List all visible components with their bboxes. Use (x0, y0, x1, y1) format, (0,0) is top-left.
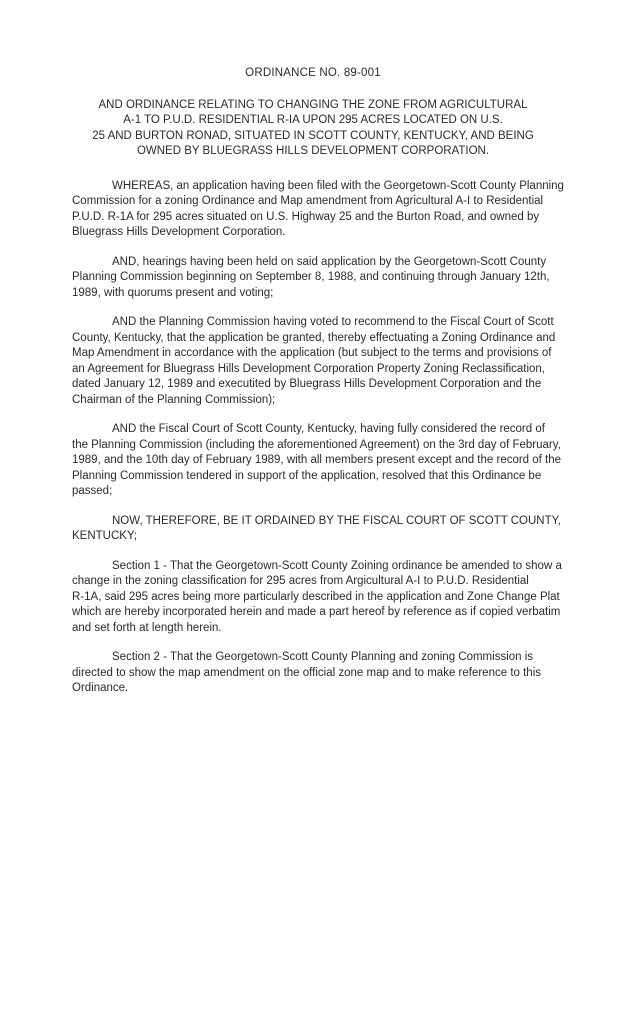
text-line: Ordinance. (72, 682, 129, 694)
text-line: Planning Commission beginning on September 8, 1988, and continuing through January 12th, (72, 271, 550, 283)
text-line: Planning Commission tendered in support of the application, resolved that this Ordinance be (72, 469, 542, 482)
text-line: 1989, and the 10th day of February 1989, with all members present except and the record of the (72, 454, 562, 466)
text-line: AND, hearings having been held on said application by the Georgetown-Scott County (112, 255, 547, 268)
text-line: change in the zoning classification for 295 acres from Argicultural A-I to P.U.D. Residential (72, 575, 529, 587)
paragraph-planning-commission-vote (72, 315, 554, 408)
text-line: AND the Fiscal Court of Scott County, Kentucky, having fully considered the record of (112, 423, 545, 435)
text-line: Map Amendment in accordance with the application (but subject to the terms and provisions of (72, 347, 552, 359)
text-line: AND ORDINANCE RELATING TO CHANGING THE ZONE FROM AGRICULTURAL (98, 98, 528, 111)
ordinance-number-title: ORDINANCE NO. 89-001 (245, 67, 381, 79)
text-line: which are hereby incorporated herein and made a part hereof by reference as if copied verbatim (72, 606, 561, 618)
text-line: Section 1 - That the Georgetown-Scott County Zoining ordinance be amended to show a (112, 559, 562, 572)
paragraph-and-hearings (72, 255, 554, 302)
text-line: R-1A, said 295 acres being more particularly described in the application and Zone Change Plat (72, 590, 560, 603)
paragraph-now-therefore (72, 514, 561, 545)
paragraph-section-1 (72, 559, 562, 637)
text-line: Bluegrass Hills Development Corporation. (72, 226, 286, 238)
text-line: WHEREAS, an application having been filed with the Georgetown-Scott County Planning (112, 179, 564, 192)
text-line: dated January 12, 1989 and executited by Bluegrass Hills Development Corporation and the (72, 378, 542, 390)
text-line: 25 AND BURTON RONAD, SITUATED IN SCOTT COUNTY, KENTUCKY, AND BEING (92, 129, 534, 142)
text-line: County, Kentucky, that the application be granted, thereby effectuating a Zoning Ordinance and (72, 331, 556, 344)
paragraph-fiscal-court-record (72, 422, 562, 500)
text-line: Commission for a zoning Ordinance and Map amendment from Agricultural A-I to Residential (72, 195, 544, 207)
text-line: Chairman of the Planning Commission); (72, 393, 276, 406)
paragraph-whereas-application (72, 179, 564, 241)
text-line: NOW, THEREFORE, BE IT ORDAINED BY THE FISCAL COURT OF SCOTT COUNTY, (112, 514, 561, 527)
text-line: and set forth at length herein. (72, 621, 222, 634)
text-line: KENTUCKY; (72, 530, 138, 542)
text-line: directed to show the map amendment on the official zone map and to make reference to this (72, 666, 542, 679)
paragraph-section-2 (72, 650, 554, 697)
text-line: 1989, with quorums present and voting; (72, 286, 274, 299)
text-line: P.U.D. R-1A for 295 acres situated on U.S. Highway 25 and the Burton Road, and owned by (72, 210, 540, 223)
text-line: Section 2 - That the Georgetown-Scott County Planning and zoning Commission is (112, 651, 534, 663)
text-line: A-1 TO P.U.D. RESIDENTIAL R-IA UPON 295 ACRES LOCATED ON U.S. (123, 114, 503, 126)
text-line: passed; (72, 485, 113, 497)
text-line: an Agreement for Bluegrass Hills Development Corporation Property Zoning Reclassification, (72, 362, 546, 375)
text-line: AND the Planning Commission having voted to recommend to the Fiscal Court of Scott (112, 316, 554, 328)
document-heading (72, 98, 554, 160)
text-line: OWNED BY BLUEGRASS HILLS DEVELOPMENT CORPORATION. (136, 145, 490, 157)
text-line: the Planning Commission (including the aforementioned Agreement) on the 3rd day of February, (72, 438, 561, 451)
